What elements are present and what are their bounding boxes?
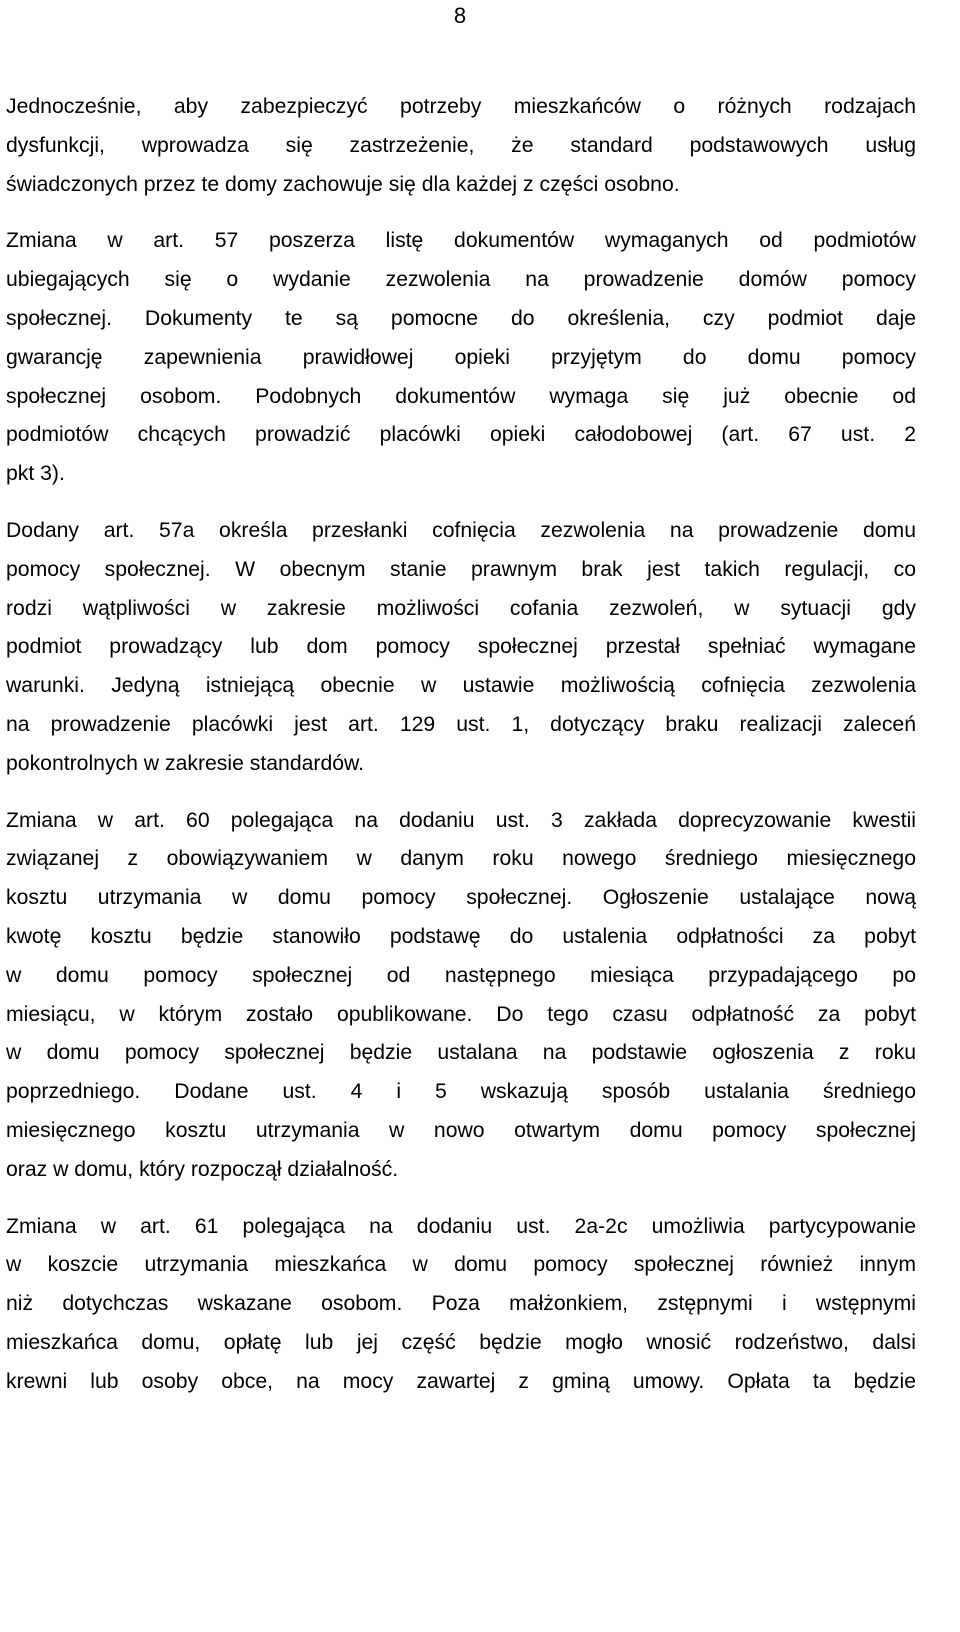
- text-line: pkt 3).: [6, 462, 65, 486]
- paragraph: [6, 512, 916, 784]
- text-line: świadczonych przez te domy zachowuje się dla każdej z części osobno.: [6, 172, 680, 196]
- text-line: społecznej osobom. Podobnych dokumentów wymaga się już obecnie od: [6, 384, 916, 408]
- text-line: dysfunkcji, wprowadza się zastrzeżenie, że standard podstawowych usług: [6, 133, 916, 157]
- text-line: miesięcznego kosztu utrzymania w nowo otwartym domu pomocy społecznej: [6, 1118, 916, 1142]
- text-line: Jednocześnie, aby zabezpieczyć potrzeby mieszkańców o różnych rodzajach: [6, 95, 916, 118]
- text-line: Dodany art. 57a określa przesłanki cofnięcia zezwolenia na prowadzenie domu: [6, 518, 916, 542]
- text-line: oraz w domu, który rozpoczął działalność.: [6, 1157, 399, 1181]
- text-line: pokontrolnych w zakresie standardów.: [6, 751, 365, 775]
- text-line: miesiącu, w którym zostało opublikowane. Do tego czasu odpłatność za pobyt: [6, 1002, 916, 1026]
- text-line: w koszcie utrzymania mieszkańca w domu pomocy społecznej również innym: [6, 1253, 916, 1277]
- text-line: związanej z obowiązywaniem w danym roku nowego średniego miesięcznego: [6, 847, 916, 871]
- paragraph: [6, 802, 916, 1190]
- text-line: mieszkańca domu, opłatę lub jej część będzie mogło wnosić rodzeństwo, dalsi: [6, 1330, 916, 1354]
- text-line: na prowadzenie placówki jest art. 129 ust. 1, dotyczący braku realizacji zaleceń: [6, 712, 916, 736]
- text-line: Zmiana w art. 60 polegająca na dodaniu ust. 3 zakłada doprecyzowanie kwestii: [6, 808, 916, 832]
- text-line: podmiot prowadzący lub dom pomocy społecznej przestał spełniać wymagane: [6, 635, 916, 659]
- text-line: warunki. Jedyną istniejącą obecnie w ustawie możliwością cofnięcia zezwolenia: [6, 674, 916, 698]
- text-line: kwotę kosztu będzie stanowiło podstawę do ustalenia odpłatności za pobyt: [6, 924, 916, 948]
- text-line: Zmiana w art. 57 poszerza listę dokumentów wymaganych od podmiotów: [6, 229, 916, 253]
- text-line: poprzedniego. Dodane ust. 4 i 5 wskazują sposób ustalania średniego: [6, 1080, 916, 1104]
- text-line: kosztu utrzymania w domu pomocy społecznej. Ogłoszenie ustalające nową: [6, 886, 916, 910]
- text-line: w domu pomocy społecznej będzie ustalana na podstawie ogłoszenia z roku: [6, 1041, 916, 1065]
- page-number: 8: [453, 3, 467, 28]
- text-line: gwarancję zapewnienia prawidłowej opieki przyjętym do domu pomocy: [6, 345, 916, 369]
- paragraph: [6, 88, 916, 204]
- text-line: w domu pomocy społecznej od następnego miesiąca przypadającego po: [6, 963, 916, 987]
- paragraph: [6, 1208, 916, 1402]
- text-line: rodzi wątpliwości w zakresie możliwości cofania zezwoleń, w sytuacji gdy: [6, 596, 916, 620]
- document-body: [6, 88, 916, 1420]
- paragraph: [6, 222, 916, 494]
- text-line: Zmiana w art. 61 polegająca na dodaniu ust. 2a-2c umożliwia partycypowanie: [6, 1214, 916, 1238]
- text-line: niż dotychczas wskazane osobom. Poza małżonkiem, zstępnymi i wstępnymi: [6, 1292, 916, 1316]
- text-line: krewni lub osoby obce, na mocy zawartej z gminą umowy. Opłata ta będzie: [6, 1369, 916, 1393]
- text-line: podmiotów chcących prowadzić placówki opieki całodobowej (art. 67 ust. 2: [6, 423, 916, 447]
- text-line: ubiegających się o wydanie zezwolenia na prowadzenie domów pomocy: [6, 268, 916, 292]
- text-line: pomocy społecznej. W obecnym stanie prawnym brak jest takich regulacji, co: [6, 557, 916, 581]
- text-line: społecznej. Dokumenty te są pomocne do określenia, czy podmiot daje: [6, 306, 916, 330]
